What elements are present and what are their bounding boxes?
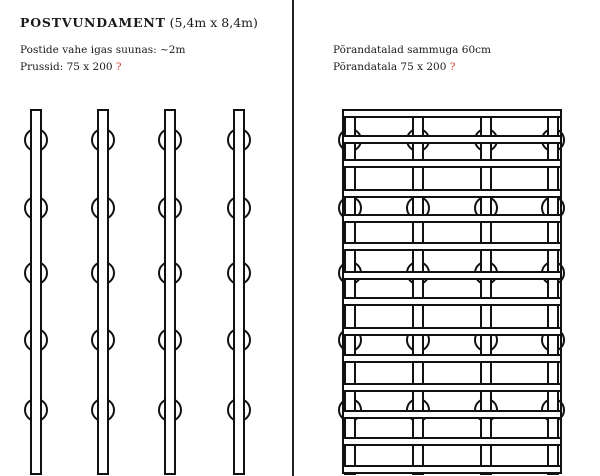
- beam-1: [31, 110, 41, 474]
- beam-4: [234, 110, 244, 474]
- floor-joist-7: [343, 272, 561, 279]
- beam-2: [98, 110, 108, 474]
- floor-joist-plan: [339, 110, 564, 474]
- floor-joist-4: [343, 190, 561, 197]
- floor-joist-12: [343, 411, 561, 418]
- floor-joist-13: [343, 438, 561, 445]
- post-and-beam-plan: [25, 110, 250, 474]
- beam-3: [165, 110, 175, 474]
- floor-joist-9: [343, 328, 561, 335]
- floor-joist-5: [343, 215, 561, 222]
- floor-joist-11: [343, 384, 561, 391]
- floor-joist-10: [343, 355, 561, 362]
- title-main: POSTVUNDAMENT: [20, 15, 166, 30]
- floor-joist-8: [343, 298, 561, 305]
- joist-spacing-label: Põrandatalad sammuga 60cm: [333, 44, 491, 56]
- beam-size-question-mark: ?: [115, 61, 122, 73]
- joist-size-text: Põrandatala 75 x 200: [333, 61, 447, 73]
- floor-joist-1: [343, 110, 561, 117]
- joist-size-question-mark: ?: [449, 61, 456, 73]
- beam-size-text: Prussid: 75 x 200: [20, 61, 113, 73]
- title-dimensions: (5,4m x 8,4m): [169, 15, 258, 30]
- floor-joist-3: [343, 160, 561, 167]
- floor-joist-14: [343, 466, 561, 473]
- post-spacing-label: Postide vahe igas suunas: ~2m: [20, 44, 186, 56]
- floor-joist-6: [343, 243, 561, 250]
- floor-joist-2: [343, 136, 561, 143]
